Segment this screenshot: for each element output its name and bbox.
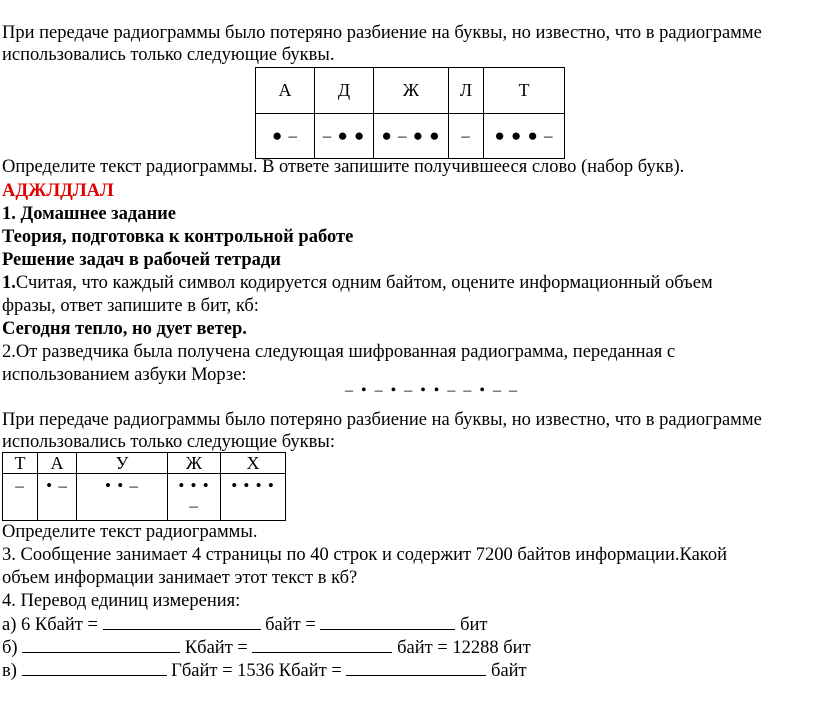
code-cell: ● – ● ●: [374, 114, 449, 159]
letter-cell: А: [256, 68, 315, 114]
table-row: [3, 474, 286, 521]
code-cell: – ● ●: [315, 114, 374, 159]
row-b-mid: Кбайт =: [180, 638, 253, 658]
table-row: [256, 68, 565, 114]
code-cell: [168, 474, 221, 521]
task-a-phrase: Сегодня тепло, но дует ветер.: [2, 319, 247, 339]
task-c-line2: объем информации занимает этот текст в кб?: [2, 568, 358, 588]
row-a-mid: байт =: [260, 615, 321, 635]
morse-message: – • – • – • • – – • – –: [345, 382, 520, 399]
row-b-suffix: байт = 12288 бит: [392, 638, 531, 658]
task-b-intro-line2: использовались только следующие буквы:: [2, 432, 335, 452]
task-b-line2: использованием азбуки Морзе:: [2, 365, 247, 385]
table-row: [3, 453, 286, 474]
row-c-mid: Гбайт = 1536 Кбайт =: [166, 661, 347, 681]
letter-cell: А: [38, 453, 77, 474]
blank-field[interactable]: [252, 636, 392, 653]
morse-table-1: [255, 67, 565, 159]
letter-cell: У: [77, 453, 168, 474]
task-d-row-a: [2, 613, 487, 636]
code-cell: • • –: [77, 474, 168, 521]
letter-cell: Х: [221, 453, 286, 474]
row-b-prefix: б): [2, 638, 23, 658]
task-b-question: Определите текст радиограммы.: [2, 522, 258, 542]
blank-field[interactable]: [103, 613, 261, 630]
task-b-line1: 2.От разведчика была получена следующая шифрованная радиограмма, переданная с: [2, 342, 676, 362]
task-d-row-c: [2, 659, 527, 682]
homework-title: 1. Домашнее задание: [2, 204, 176, 224]
code-cell: –: [449, 114, 484, 159]
blank-field[interactable]: [346, 659, 486, 676]
task1-intro-line1: При передаче радиограммы было потеряно разбиение на буквы, но известно, что в радиограмме: [2, 23, 762, 43]
row-a-suffix: бит: [455, 615, 488, 635]
code-cell: ● –: [256, 114, 315, 159]
letter-cell: Ж: [374, 68, 449, 114]
task-d-title: 4. Перевод единиц измерения:: [2, 591, 241, 611]
code-text: • • •: [178, 476, 210, 495]
letter-cell: Д: [315, 68, 374, 114]
task1-intro-line2: использовались только следующие буквы.: [2, 45, 335, 65]
table-row: [256, 114, 565, 159]
blank-field[interactable]: [22, 636, 180, 653]
blank-field[interactable]: [22, 659, 167, 676]
code-cell: ● ● ● –: [484, 114, 565, 159]
code-cell: –: [3, 474, 38, 521]
letter-cell: Ж: [168, 453, 221, 474]
letter-cell: Т: [3, 453, 38, 474]
row-c-suffix: байт: [486, 661, 527, 681]
homework-practice: Решение задач в рабочей тетради: [2, 250, 281, 270]
task1-question: Определите текст радиограммы. В ответе запишите получившееся слово (набор букв).: [2, 157, 685, 177]
task-a-line1: [2, 272, 713, 294]
row-c-prefix: в): [2, 661, 22, 681]
task-b-intro-line1: При передаче радиограммы было потеряно разбиение на буквы, но известно, что в радиограмме: [2, 410, 762, 430]
code-text-extra: –: [189, 496, 199, 515]
row-a-prefix: а) 6 Кбайт =: [2, 615, 103, 635]
letter-cell: Т: [484, 68, 565, 114]
morse-table-2: [2, 452, 286, 521]
homework-theory: Теория, подготовка к контрольной работе: [2, 227, 354, 247]
letter-cell: Л: [449, 68, 484, 114]
task-c-line1: 3. Сообщение занимает 4 страницы по 40 строк и содержит 7200 байтов информации.Какой: [2, 545, 727, 565]
task-a-text: Считая, что каждый символ кодируется одним байтом, оцените информационный объем: [15, 273, 713, 293]
code-cell: • • • •: [221, 474, 286, 521]
code-cell: • –: [38, 474, 77, 521]
task-a-number: 1.: [2, 273, 16, 293]
task1-answer: АДЖЛДЛАЛ: [2, 181, 114, 201]
task-d-row-b: [2, 636, 531, 659]
blank-field[interactable]: [320, 613, 455, 630]
task-a-line2: фразы, ответ запишите в бит, кб:: [2, 296, 259, 316]
